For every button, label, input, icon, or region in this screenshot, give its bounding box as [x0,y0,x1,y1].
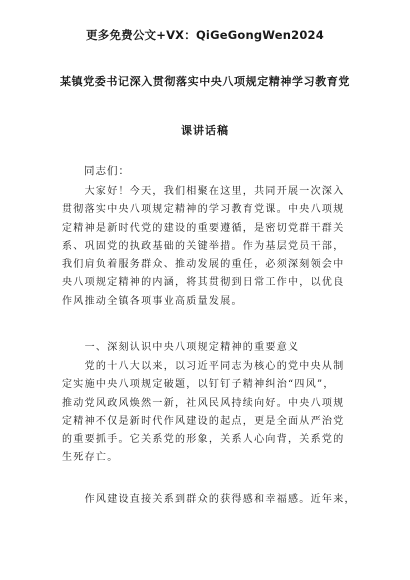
text-line: 我们肩负着服务群众、推动发展的重任，必须深刻领会中 [62,259,345,271]
paragraph-intro [62,183,352,311]
text-line: 定精神不仅是新时代作风建设的起点，更是全面从严治党 [62,415,345,427]
section-heading-text: 一、深刻认识中央八项规定精神的重要意义 [62,342,300,353]
paragraph-style-building [62,491,356,509]
paragraph-significance [62,358,352,468]
text-line: 作风建设直接关系到群众的获得感和幸福感。近年来， [62,494,356,505]
document-title-line-2: 课讲话稿 [181,124,229,137]
text-line: 系、巩固党的执政基础的关键举措。作为基层党员干部， [62,240,345,252]
promo-header: 更多免费公文+VX：QiGeGongWen2024 [86,28,324,42]
greeting: 同志们： [84,165,130,177]
text-line: 生死存亡。 [62,452,119,464]
text-line: 定实施中央八项规定破题，以钉钉子精神纠治“四风”， [62,379,335,391]
text-line: 定精神是新时代党的建设的重要遵循，是密切党群干群关 [62,222,345,234]
text-line: 作风推动全镇各项事业高质量发展。 [62,295,243,307]
section-heading-1 [62,339,352,357]
document-title-line-1: 某镇党委书记深入贯彻落实中央八项规定精神学习教育党 [60,75,350,88]
text-line: 推动党风政风焕然一新，社风民风持续向好。中央八项规 [62,397,345,409]
text-line: 央八项规定精神的内涵，将其贯彻到日常工作中，以优良 [62,277,345,289]
text-line: 党的十八大以来，以习近平同志为核心的党中央从制 [62,361,345,372]
text-line: 大家好！今天，我们相聚在这里，共同开展一次深入 [62,186,345,197]
text-line: 贯彻落实中央八项规定精神的学习教育党课。中央八项规 [62,204,345,216]
text-line: 的重要抓手。它关系党的形象，关系人心向背，关系党的 [62,434,345,446]
